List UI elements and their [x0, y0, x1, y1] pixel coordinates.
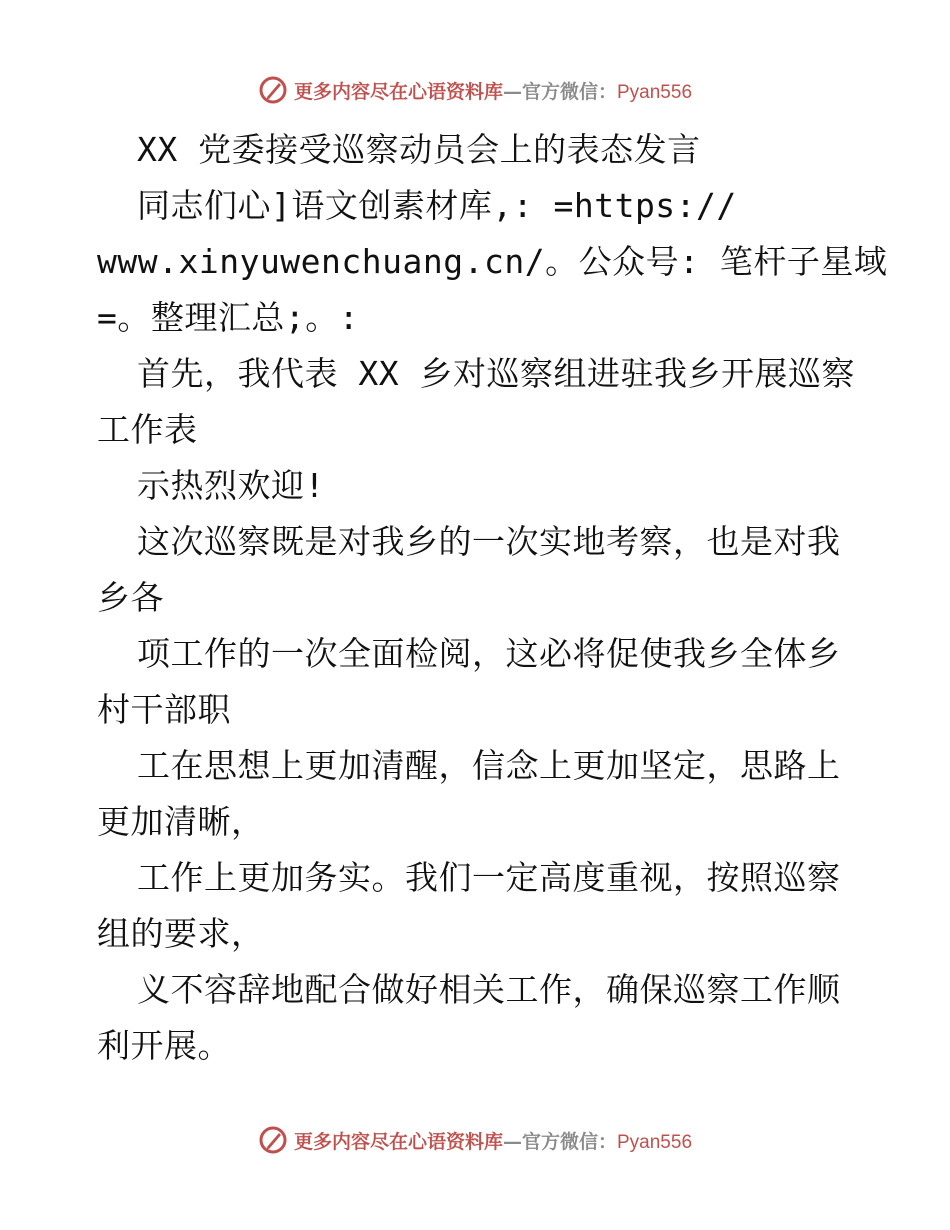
paragraph-line: 首先，我代表 XX 乡对巡察组进驻我乡开展巡察 — [137, 354, 855, 393]
footer-watermark-banner — [0, 1120, 950, 1160]
pen-seal-icon — [258, 75, 288, 105]
paragraph-line: 工作表 — [97, 410, 198, 449]
paragraph-line: 利开展。 — [97, 1026, 231, 1065]
paragraph-line: 项工作的一次全面检阅，这必将促使我乡全体乡 — [137, 634, 841, 673]
document-title: XX 党委接受巡察动员会上的表态发言 — [137, 130, 701, 169]
paragraph-line: =。整理汇总;。: — [97, 298, 360, 337]
paragraph-line: 组的要求， — [97, 914, 265, 953]
banner-separator: — — [502, 80, 522, 103]
banner-text — [294, 77, 692, 104]
header-watermark-banner — [0, 70, 950, 110]
banner-official-label: 官方微信： — [521, 1130, 617, 1153]
banner-wechat-id: Pyan556 — [617, 1131, 693, 1153]
banner-main-text: 更多内容尽在心语资料库 — [293, 1130, 503, 1153]
banner-separator: — — [502, 1130, 522, 1153]
paragraph-line: 村干部职 — [97, 690, 231, 729]
pen-seal-icon — [258, 1125, 288, 1155]
document-body — [97, 122, 888, 1074]
banner-text — [294, 1127, 692, 1154]
banner-official-label: 官方微信： — [521, 80, 617, 103]
paragraph-line: 同志们心]语文创素材库,: =https:// — [137, 186, 737, 225]
banner-wechat-id: Pyan556 — [617, 81, 693, 103]
paragraph-line: 这次巡察既是对我乡的一次实地考察，也是对我 — [137, 522, 841, 561]
paragraph-line: 乡各 — [97, 578, 164, 617]
banner-main-text: 更多内容尽在心语资料库 — [293, 80, 503, 103]
paragraph-line: 更加清晰， — [97, 802, 265, 841]
paragraph-line: 示热烈欢迎! — [137, 466, 325, 505]
paragraph-line: 工在思想上更加清醒，信念上更加坚定，思路上 — [137, 746, 841, 785]
paragraph-line: 工作上更加务实。我们一定高度重视，按照巡察 — [137, 858, 841, 897]
paragraph-line: www.xinyuwenchuang.cn/。公众号: 笔杆子星域 — [97, 242, 888, 281]
paragraph-line: 义不容辞地配合做好相关工作，确保巡察工作顺 — [137, 970, 841, 1009]
